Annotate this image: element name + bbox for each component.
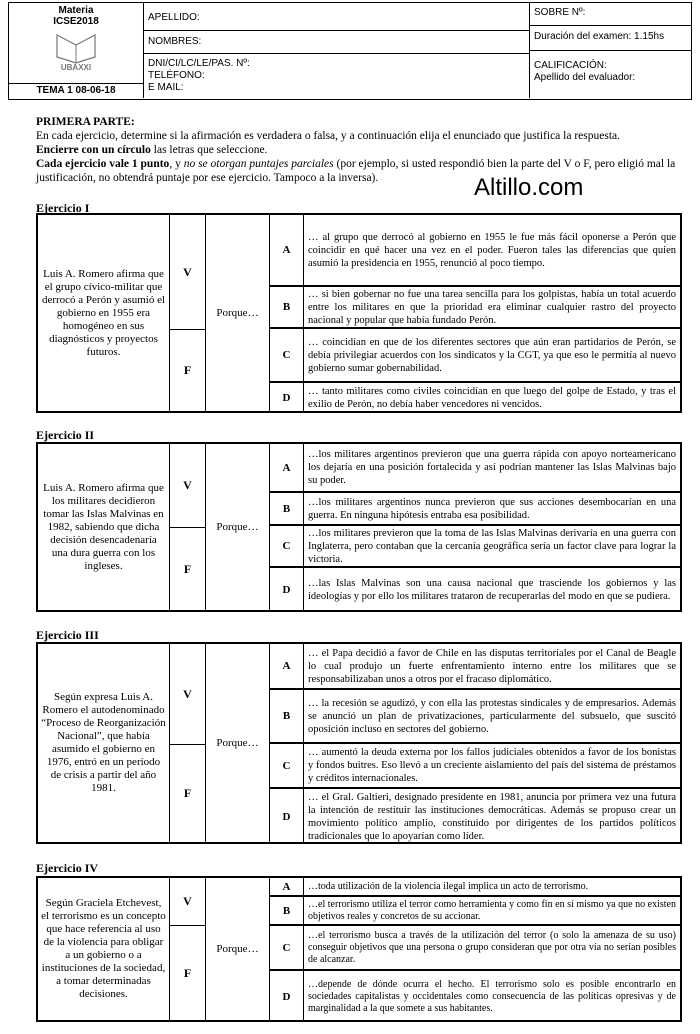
apellido-label: APELLIDO:	[148, 12, 200, 23]
option-letter-b[interactable]: B	[270, 285, 304, 327]
sobre-label: SOBRE Nº:	[534, 7, 586, 18]
materia-code: ICSE2018	[53, 16, 99, 27]
option-text-d: … tanto militares como civiles coincidían en que luego del golpe de Estado, y tras el exilio de Perón, no debía haber vencedores ni vencidos.	[304, 381, 680, 413]
option-letter-c[interactable]: C	[270, 924, 304, 969]
option-letter-a[interactable]: A	[270, 444, 304, 491]
option-letter-b[interactable]: B	[270, 895, 304, 924]
exercise-table	[36, 213, 682, 413]
exercise-statement: Según expresa Luis A. Romero el autodenominado “Proceso de Reorganización Nacional”, que había asumido el gobierno en 1976, entró en un período de crisis a partir del año 1981.	[38, 644, 170, 842]
porque-label: Porque…	[206, 215, 270, 411]
exam-header	[8, 2, 692, 100]
dni-label: DNI/CI/LC/LE/PAS. Nº:	[148, 58, 250, 69]
option-text-c: …el terrorismo busca a través de la utilización del terror (o solo la amenaza de su uso) conseguir objetivos que una persona o grupo consideran que por otra vía no serían posibles de alcanzar.	[304, 924, 680, 969]
option-text-d: …depende de dónde ocurra el hecho. El terrorismo solo es posible encontrarlo en sociedades capitalistas y occidentales como consecuencia de las políticas opresivas y de marginalidad a la que somete a sus habitantes.	[304, 969, 680, 1022]
option-text-b: …el terrorismo utiliza el terror como herramienta y como fin en sí mismo ya que no existen objetivos reales y concretos de su accionar.	[304, 895, 680, 924]
option-text-a: … al grupo que derrocó al gobierno en 1955 le fue más fácil oponerse a Perón que coincidir en qué hacer una vez en el poder. Fueron tales las diferencias que quien asumió la presidencia en 1955, renunció al poco tiempo.	[308, 231, 676, 269]
exercise-statement: Luis A. Romero afirma que el grupo cívico-militar que derrocó a Perón y asumió el gobierno en 1955 era homogéneo en sus diagnósticos y proyectos futuros.	[38, 215, 170, 411]
option-letter-b[interactable]: B	[270, 491, 304, 524]
option-text-d: …las Islas Malvinas son una causa nacional que trasciende los gobiernos y las ideologías y por ello los militares trataron de recuperarlas del modo en que se pudiera.	[304, 566, 680, 612]
false-option[interactable]: F	[170, 329, 206, 411]
exercise-statement: Según Graciela Etchevest, el terrorismo es un concepto que hace referencia al uso de la violencia para obligar a un gobierno o a instituciones de la sociedad, a tomar determinadas decisiones.	[38, 878, 170, 1020]
nombres-label: NOMBRES:	[148, 36, 202, 47]
option-text-a: … el Papa decidió a favor de Chile en las disputas territoriales por el Canal de Beagle lo cual produjo un fuerte enfrentamiento interno entre los militares que se responsabilizaban unos a otros por el fracaso diplomático.	[308, 647, 676, 685]
option-text-c: … aumentó la deuda externa por los fallos judiciales obtenidos a favor de los bonistas y fondos buitres. Eso llevó a un creciente aislamiento del país del sistema de préstamos y créditos internacionales.	[304, 742, 680, 787]
porque-label: Porque…	[206, 444, 270, 610]
option-letter-a[interactable]: A	[270, 878, 304, 895]
exercise-table	[36, 642, 682, 844]
porque-label: Porque…	[206, 878, 270, 1020]
duracion-label: Duración del examen: 1.15hs	[534, 31, 665, 42]
option-letter-d[interactable]: D	[270, 381, 304, 413]
true-option[interactable]: V	[170, 215, 206, 329]
false-option[interactable]: F	[170, 527, 206, 610]
option-text-c: …los militares previeron que la toma de las Islas Malvinas derivaría en una guerra con Inglaterra, pero contaban que la cercanía geográfica sería un factor clave para lograr la victoria.	[304, 524, 680, 566]
option-letter-c[interactable]: C	[270, 524, 304, 566]
exercise-table	[36, 442, 682, 612]
watermark: Altillo.com	[474, 174, 584, 201]
calificacion-label: CALIFICACIÓN:	[534, 60, 607, 71]
option-text-a: …los militares argentinos previeron que una guerra rápida con apoyo norteamericano los dejaría en una posición fortalecida y así podrían mantener las Islas Malvinas bajo su poder.	[308, 449, 676, 486]
instruction-line-1: En cada ejercicio, determine si la afirmación es verdadera o falsa, y a continuación elija el enunciado que justifica la respuesta.	[36, 130, 621, 142]
student-info-box	[144, 3, 530, 98]
option-letter-d[interactable]: D	[270, 787, 304, 844]
email-label: E MAIL:	[148, 82, 184, 93]
exercise-title: Ejercicio III	[36, 628, 99, 642]
option-letter-a[interactable]: A	[270, 644, 304, 688]
exercise-title: Ejercicio II	[36, 428, 95, 442]
true-option[interactable]: V	[170, 444, 206, 527]
section-title: PRIMERA PARTE:	[36, 116, 135, 128]
true-option[interactable]: V	[170, 644, 206, 744]
option-letter-d[interactable]: D	[270, 969, 304, 1022]
exercise-table	[36, 876, 682, 1022]
exercise-statement: Luis A. Romero afirma que los militares decidieron tomar las Islas Malvinas en 1982, sabiendo que dicha decisión desencadenaría una dura guerra con los ingleses.	[38, 444, 170, 610]
option-letter-b[interactable]: B	[270, 688, 304, 742]
instruction-line-2: Encierre con un círculo las letras que seleccione.	[36, 144, 268, 156]
option-text-b: … la recesión se agudizó, y con ella las protestas sindicales y de empresarios. Además se anunció un plan de privatizaciones, particularmente del subsuelo, que suscitó oposición incluso en sectores del gobierno.	[304, 688, 680, 742]
subject-box	[9, 3, 144, 98]
option-letter-d[interactable]: D	[270, 566, 304, 612]
exercise-title: Ejercicio I	[36, 201, 90, 215]
ubaxxi-logo	[47, 31, 105, 71]
instruction-line-3: Cada ejercicio vale 1 punto, y no se otorgan puntajes parciales (por ejemplo, si usted respondió bien la parte del V o F, pero eligió mal la justificación, no obtendrá puntaje por ese ejercicio. Tampoco a la inversa).	[36, 158, 676, 184]
logo-text: UBAXXI	[60, 63, 92, 71]
option-text-d: … el Gral. Galtieri, designado presidente en 1981, anuncia por primera vez una futura la intención de restituir las instituciones democráticas. Además se propuso crear un movimiento político amplio, constituido por dirigentes de los partidos políticos tradicionales que lo apoyarían como líder.	[304, 787, 680, 844]
materia-label: Materia	[58, 5, 94, 16]
exam-info-box	[530, 3, 691, 98]
option-text-c: … coincidían en que de los diferentes sectores que aún eran partidarios de Perón, se debía privilegiar acuerdos con los sindicatos y la CGT, ya que eso le permitía al nuevo gobierno sumar gobernabilidad.	[304, 327, 680, 381]
porque-label: Porque…	[206, 644, 270, 842]
exercise-title: Ejercicio IV	[36, 861, 99, 875]
false-option[interactable]: F	[170, 744, 206, 842]
true-option[interactable]: V	[170, 878, 206, 925]
option-text-b: …los militares argentinos nunca previeron que sus acciones desembocarían en una guerra. En ninguna hipótesis entraba esa posibilidad.	[304, 491, 680, 524]
false-option[interactable]: F	[170, 925, 206, 1020]
option-letter-c[interactable]: C	[270, 742, 304, 787]
option-text-b: … si bien gobernar no fue una tarea sencilla para los golpistas, había un total acuerdo entre los militares en que la prioridad era eliminar cualquier rastro del proyecto nacional y popular que había fundado Perón.	[304, 285, 680, 327]
telefono-label: TELÉFONO:	[148, 70, 205, 81]
evaluador-label: Apellido del evaluador:	[534, 72, 636, 83]
option-letter-a[interactable]: A	[270, 215, 304, 285]
option-letter-c[interactable]: C	[270, 327, 304, 381]
tema-label: TEMA 1 08-06-18	[9, 83, 143, 96]
option-text-a: …toda utilización de la violencia ilegal implica un acto de terrorismo.	[308, 880, 589, 892]
